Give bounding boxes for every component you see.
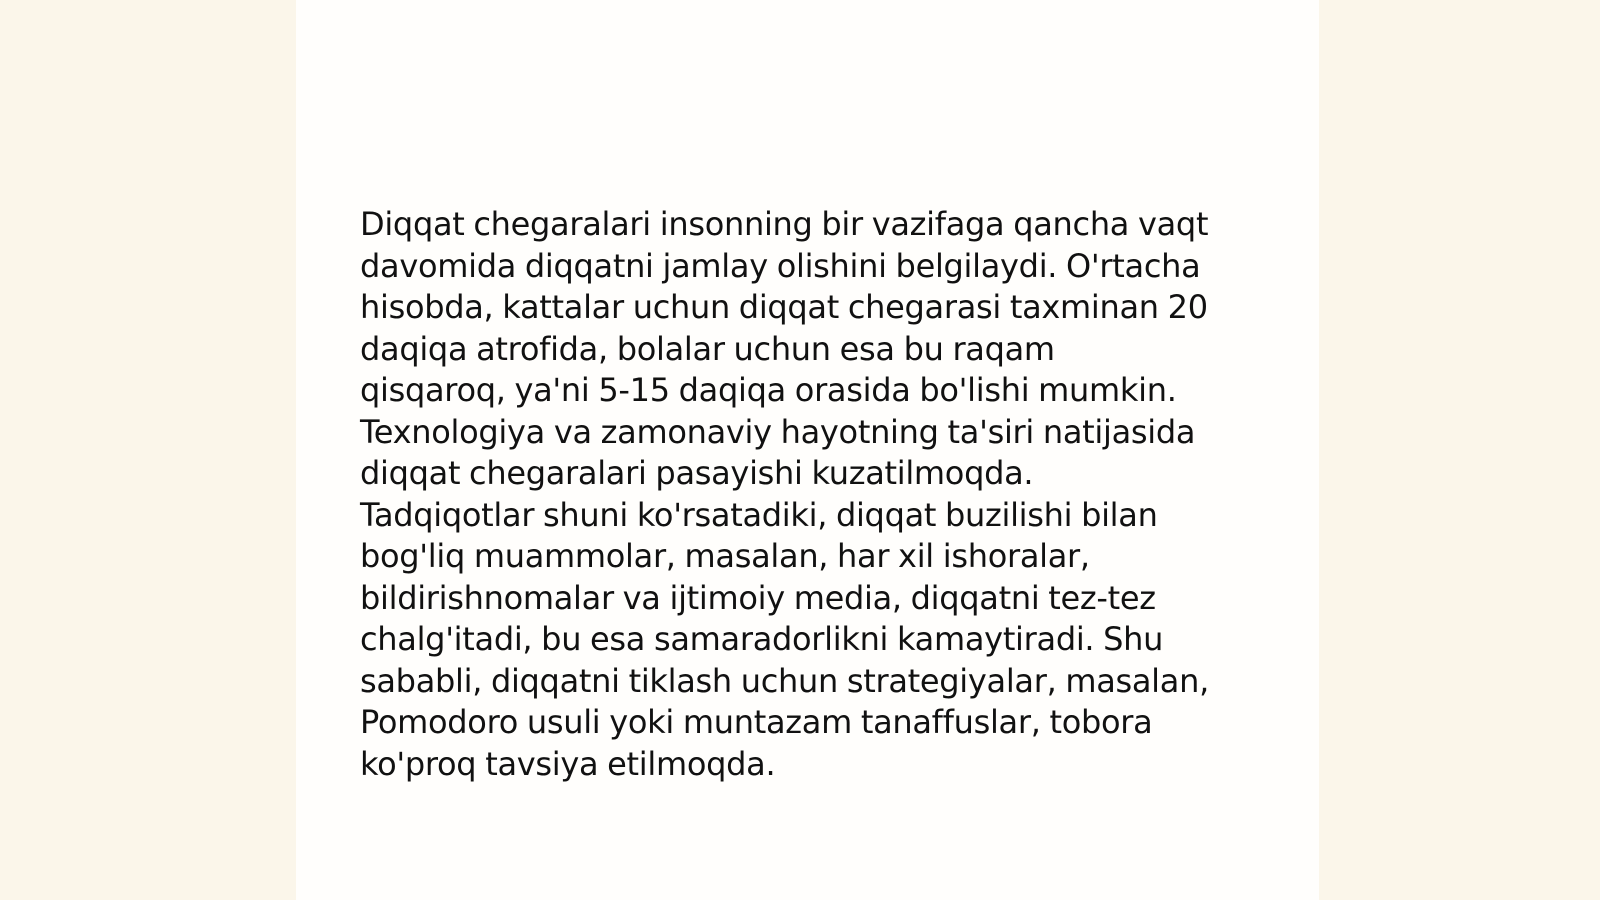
- body-paragraph: Diqqat chegaralari insonning bir vazifaga qancha vaqt davomida diqqatni jamlay olishini belgilaydi. O'rtacha hisobda, kattalar uchun diqqat chegarasi taxminan 20 daqiqa atrofida, bolalar uchun esa bu raqam qisqaroq, ya'ni 5-15 daqiqa orasida bo'lishi mumkin. Texnologiya va zamonaviy hayotning ta'siri natijasida diqqat chegaralari pasayishi kuzatilmoqda. Tadqiqotlar shuni ko'rsatadiki, diqqat buzilishi bilan bog'liq muammolar, masalan, har xil ishoralar, bildirishnomalar va ijtimoiy media, diqqatni tez-tez chalg'itadi, bu esa samaradorlikni kamaytiradi. Shu sababli, diqqatni tiklash uchun strategiyalar, masalan, Pomodoro usuli yoki muntazam tanaffuslar, tobora ko'proq tavsiya etilmoqda.: [360, 205, 1209, 783]
- document-page: [296, 0, 1319, 900]
